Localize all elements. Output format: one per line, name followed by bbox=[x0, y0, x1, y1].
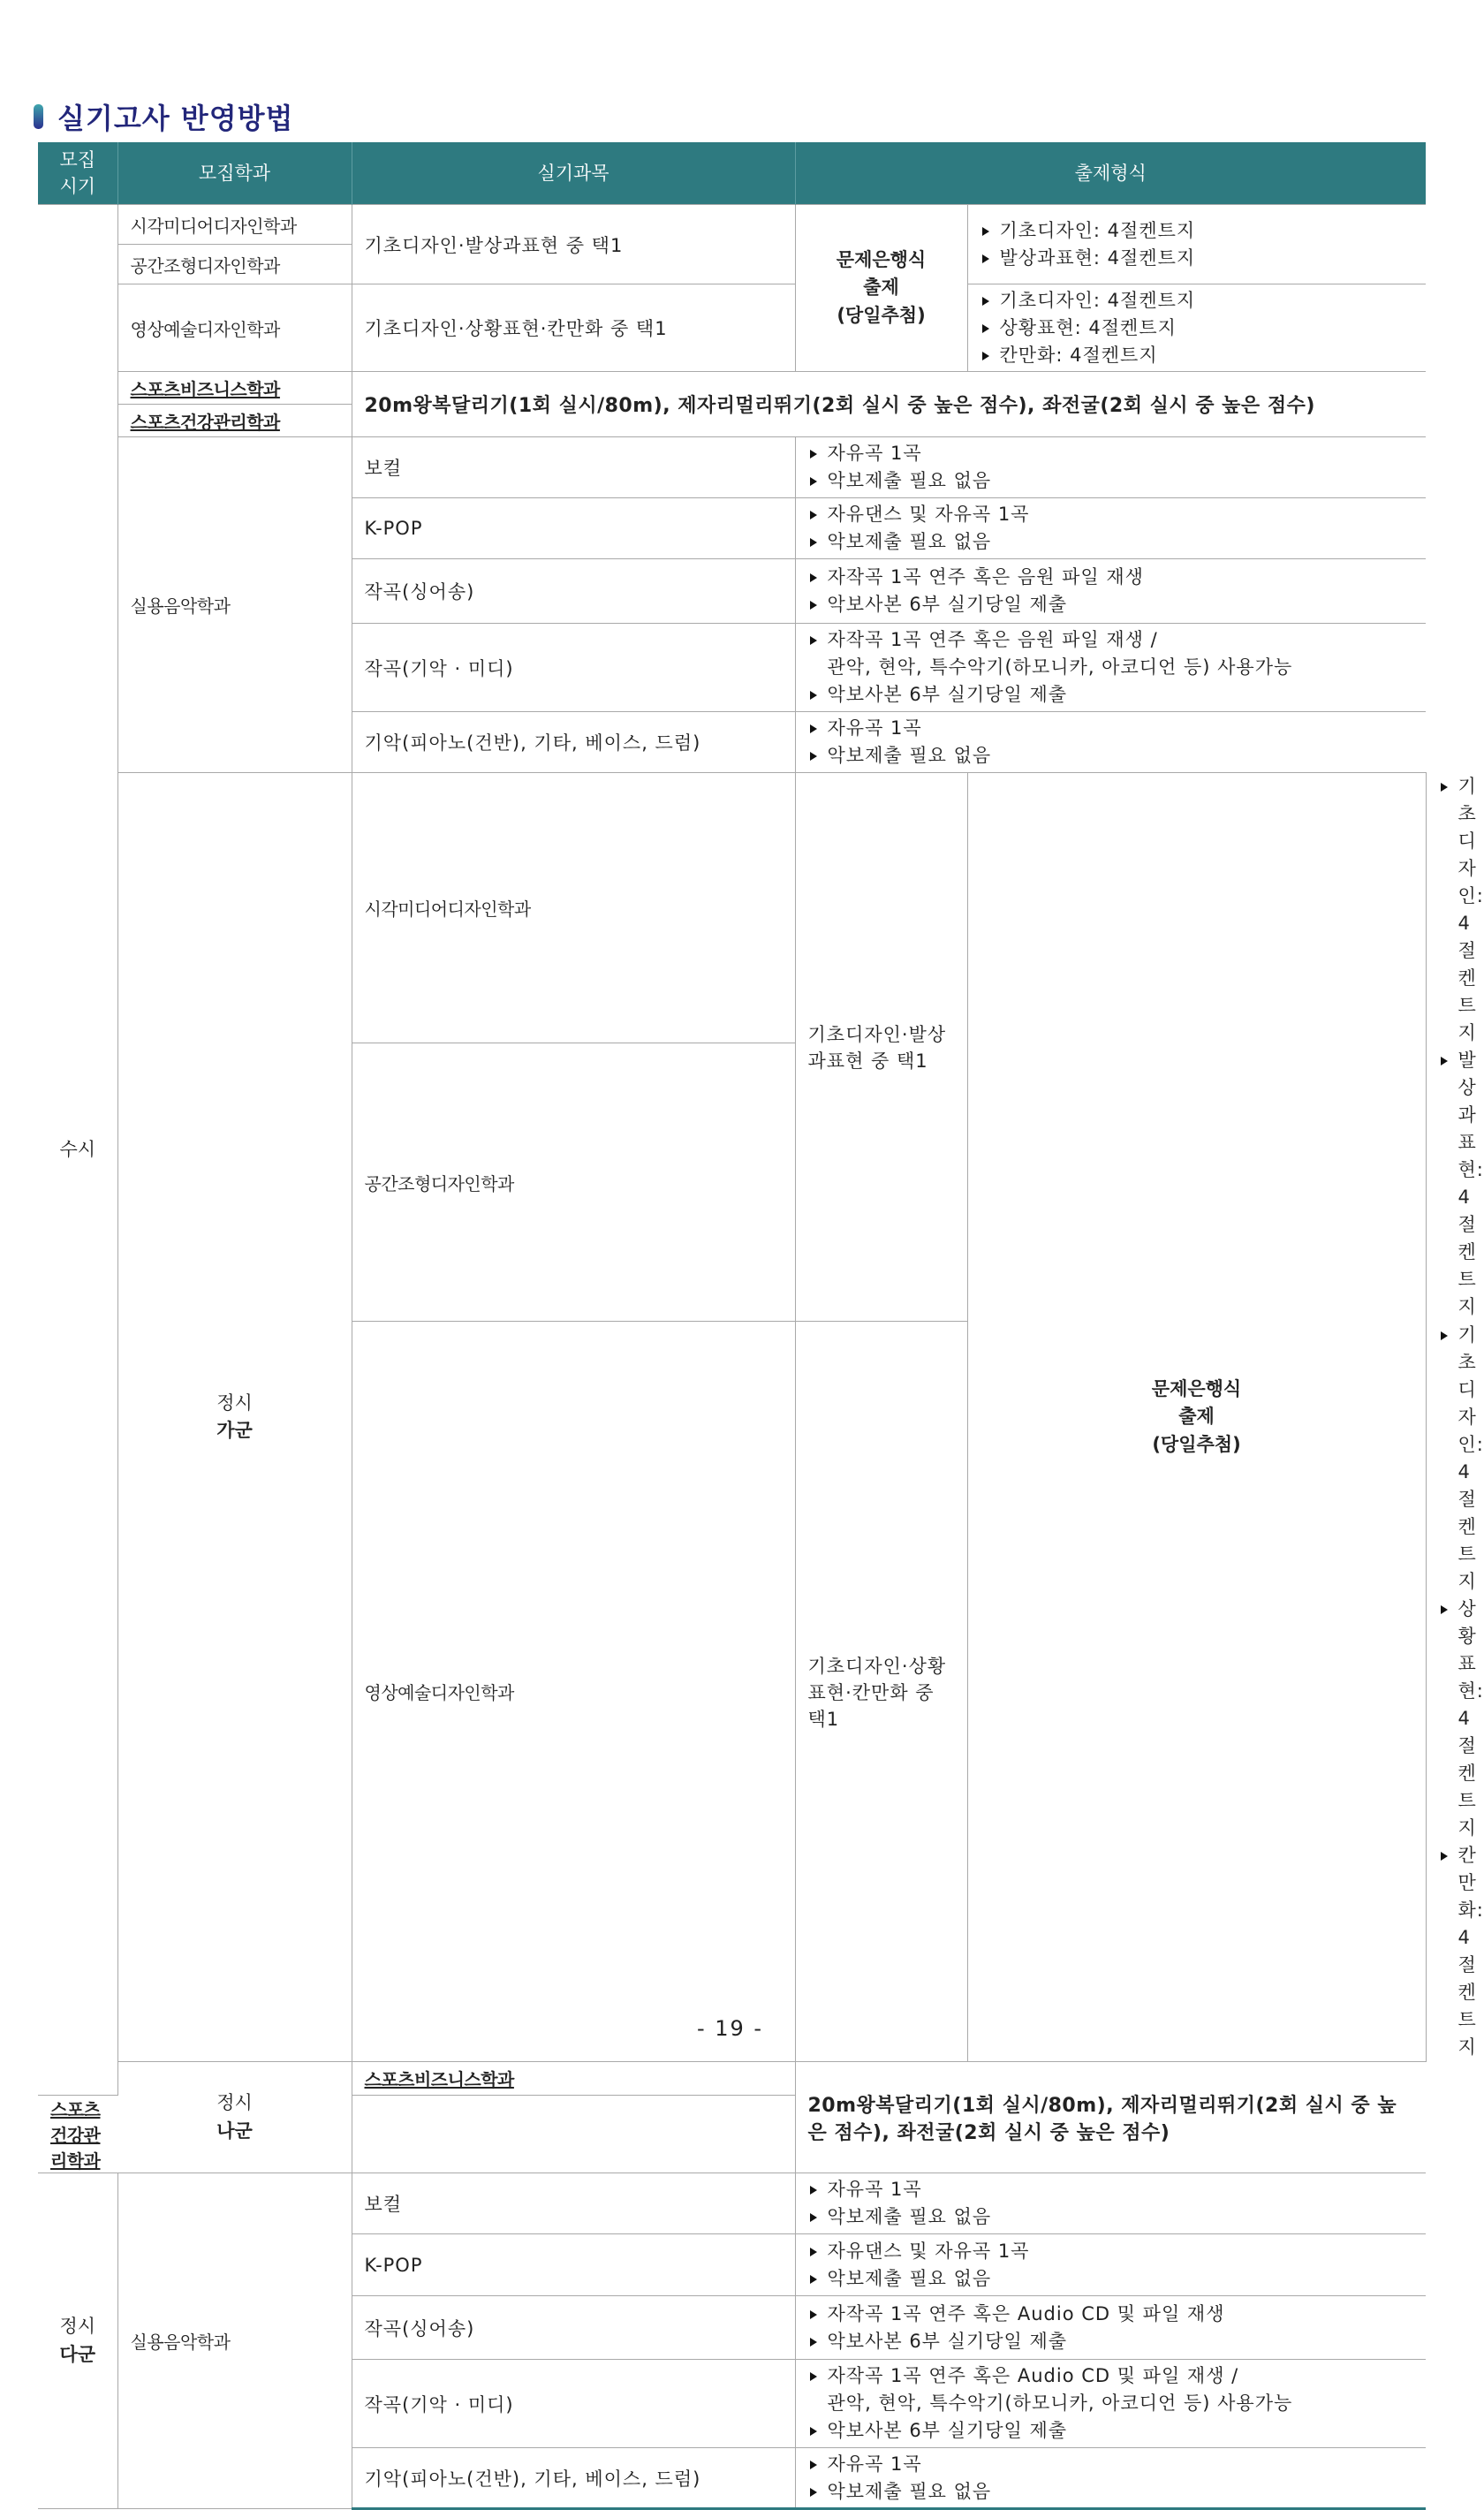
dept-cell: 공간조형디자인학과 bbox=[352, 1043, 795, 1322]
items-cell bbox=[795, 437, 1426, 498]
subject-cell: 기악(피아노(건반), 기타, 베이스, 드럼) bbox=[352, 2448, 795, 2509]
items-cell bbox=[795, 712, 1426, 773]
subject-cell: 보컬 bbox=[352, 437, 795, 498]
table-row bbox=[38, 372, 1426, 405]
items-cell bbox=[795, 624, 1426, 712]
subject-cell: 작곡(기악 · 미디) bbox=[352, 2360, 795, 2448]
header-subject: 실기과목 bbox=[352, 142, 795, 205]
practical-exam-table bbox=[38, 142, 1484, 2510]
list-item: 악보사본 6부 실기당일 제출 bbox=[808, 591, 1414, 618]
subject-cell: 기초디자인·발상과표현 중 택1 bbox=[352, 205, 795, 284]
sports-subject-cell: 20m왕복달리기(1회 실시/80m), 제자리멀리뛰기(2회 실시 중 높은 점수), 좌전굴(2회 실시 중 높은 점수) bbox=[352, 372, 1426, 437]
dept-cell: 스포츠비즈니스학과 bbox=[117, 372, 352, 405]
subject-cell: 기악(피아노(건반), 기타, 베이스, 드럼) bbox=[352, 712, 795, 773]
list-item: 기초디자인: 4절켄트지 bbox=[1439, 773, 1458, 1047]
list-item: 자유곡 1곡 bbox=[808, 2176, 1414, 2203]
page-number: - 19 - bbox=[696, 2016, 764, 2041]
subject-cell: 기초디자인·발상과표현 중 택1 bbox=[795, 773, 967, 1322]
items-cell bbox=[795, 2234, 1426, 2296]
items-cell bbox=[795, 2296, 1426, 2360]
list-item: 자작곡 1곡 연주 혹은 Audio CD 및 파일 재생 / bbox=[808, 2362, 1414, 2390]
subject-cell: 기초디자인·상황표현·칸만화 중 택1 bbox=[795, 1322, 967, 2062]
list-item: 악보제출 필요 없음 bbox=[808, 467, 1414, 495]
dept-cell: 스포츠건강관리학과 bbox=[38, 2096, 117, 2173]
table-row bbox=[38, 437, 1426, 498]
list-item: 발상과표현: 4절켄트지 bbox=[1439, 1047, 1458, 1321]
table-row bbox=[38, 205, 1426, 245]
list-item: 자유댄스 및 자유곡 1곡 bbox=[808, 501, 1414, 528]
sports-subject-cell: 20m왕복달리기(1회 실시/80m), 제자리멀리뛰기(2회 실시 중 높은 점수), 좌전굴(2회 실시 중 높은 점수) bbox=[795, 2062, 1426, 2173]
subject-cell: K-POP bbox=[352, 498, 795, 559]
table-row bbox=[38, 2062, 1426, 2096]
list-item: 자작곡 1곡 연주 혹은 Audio CD 및 파일 재생 bbox=[808, 2301, 1414, 2328]
list-item: 악보제출 필요 없음 bbox=[808, 742, 1414, 770]
items-cell bbox=[795, 2173, 1426, 2234]
dept-cell: 실용음악학과 bbox=[117, 2173, 352, 2509]
list-item: 자작곡 1곡 연주 혹은 음원 파일 재생 bbox=[808, 564, 1414, 591]
dept-cell: 시각미디어디자인학과 bbox=[352, 773, 795, 1043]
title-marker-icon bbox=[34, 104, 43, 129]
table-row bbox=[38, 2173, 1426, 2234]
table-header-row bbox=[38, 142, 1426, 205]
list-item: 상황표현: 4절켄트지 bbox=[1439, 1596, 1458, 1842]
list-item: 악보제출 필요 없음 bbox=[808, 2203, 1414, 2231]
list-item: 관악, 현악, 특수악기(하모니카, 아코디언 등) 사용가능 bbox=[827, 2392, 1293, 2414]
list-item: 자유댄스 및 자유곡 1곡 bbox=[808, 2238, 1414, 2265]
table-row bbox=[38, 773, 1426, 1043]
list-item: 칸만화: 4절켄트지 bbox=[980, 342, 1414, 369]
list-item: 자유곡 1곡 bbox=[808, 440, 1414, 467]
items-cell bbox=[795, 2360, 1426, 2448]
dept-cell: 시각미디어디자인학과 bbox=[117, 205, 352, 245]
header-dept: 모집학과 bbox=[117, 142, 352, 205]
list-item: 악보사본 6부 실기당일 제출 bbox=[808, 2417, 1414, 2445]
dept-cell: 스포츠비즈니스학과 bbox=[352, 2062, 795, 2096]
dept-cell: 영상예술디자인학과 bbox=[352, 1322, 795, 2062]
subject-cell: 기초디자인·상황표현·칸만화 중 택1 bbox=[352, 284, 795, 372]
list-item: 칸만화: 4절켄트지 bbox=[1439, 1842, 1458, 2061]
header-format: 출제형식 bbox=[795, 142, 1426, 205]
subject-cell: 작곡(싱어송) bbox=[352, 559, 795, 624]
items-cell bbox=[967, 284, 1426, 372]
header-period: 모집 시기 bbox=[38, 142, 117, 205]
dept-cell: 스포츠건강관리학과 bbox=[117, 405, 352, 437]
subject-cell: 작곡(기악 · 미디) bbox=[352, 624, 795, 712]
list-item: 자유곡 1곡 bbox=[808, 2451, 1414, 2478]
items-cell bbox=[795, 498, 1426, 559]
subject-cell: K-POP bbox=[352, 2234, 795, 2296]
format-cell: 문제은행식 출제 (당일추첨) bbox=[795, 205, 967, 372]
table-row bbox=[38, 284, 1426, 372]
subject-cell: 보컬 bbox=[352, 2173, 795, 2234]
subject-cell: 작곡(싱어송) bbox=[352, 2296, 795, 2360]
period-jeongsi-da: 정시 다군 bbox=[38, 2173, 117, 2509]
list-item: 악보제출 필요 없음 bbox=[808, 2478, 1414, 2506]
list-item: 자유곡 1곡 bbox=[808, 715, 1414, 742]
list-item: 상황표현: 4절켄트지 bbox=[980, 315, 1414, 342]
list-item: 기초디자인: 4절켄트지 bbox=[980, 217, 1414, 245]
list-item: 악보제출 필요 없음 bbox=[808, 2265, 1414, 2293]
items-cell bbox=[967, 205, 1426, 284]
section-title bbox=[34, 99, 293, 134]
items-cell bbox=[795, 559, 1426, 624]
period-jeongsi-na: 정시 나군 bbox=[117, 2062, 352, 2173]
dept-cell: 공간조형디자인학과 bbox=[117, 245, 352, 284]
list-item: 악보사본 6부 실기당일 제출 bbox=[808, 2328, 1414, 2355]
list-item: 악보사본 6부 실기당일 제출 bbox=[808, 681, 1414, 709]
list-item: 기초디자인: 4절켄트지 bbox=[980, 287, 1414, 315]
list-item: 자작곡 1곡 연주 혹은 음원 파일 재생 / bbox=[808, 626, 1414, 654]
period-susi: 수시 bbox=[38, 205, 117, 2096]
dept-cell: 영상예술디자인학과 bbox=[117, 284, 352, 372]
list-item: 발상과표현: 4절켄트지 bbox=[980, 245, 1414, 272]
period-jeongsi-ga: 정시 가군 bbox=[117, 773, 352, 2062]
section-title-text: 실기고사 반영방법 bbox=[57, 102, 294, 135]
items-cell bbox=[795, 2448, 1426, 2509]
list-item: 기초디자인: 4절켄트지 bbox=[1439, 1322, 1458, 1596]
dept-cell: 실용음악학과 bbox=[117, 437, 352, 773]
format-cell: 문제은행식 출제 (당일추첨) bbox=[967, 773, 1426, 2062]
list-item: 관악, 현악, 특수악기(하모니카, 아코디언 등) 사용가능 bbox=[827, 656, 1293, 678]
list-item: 악보제출 필요 없음 bbox=[808, 528, 1414, 556]
